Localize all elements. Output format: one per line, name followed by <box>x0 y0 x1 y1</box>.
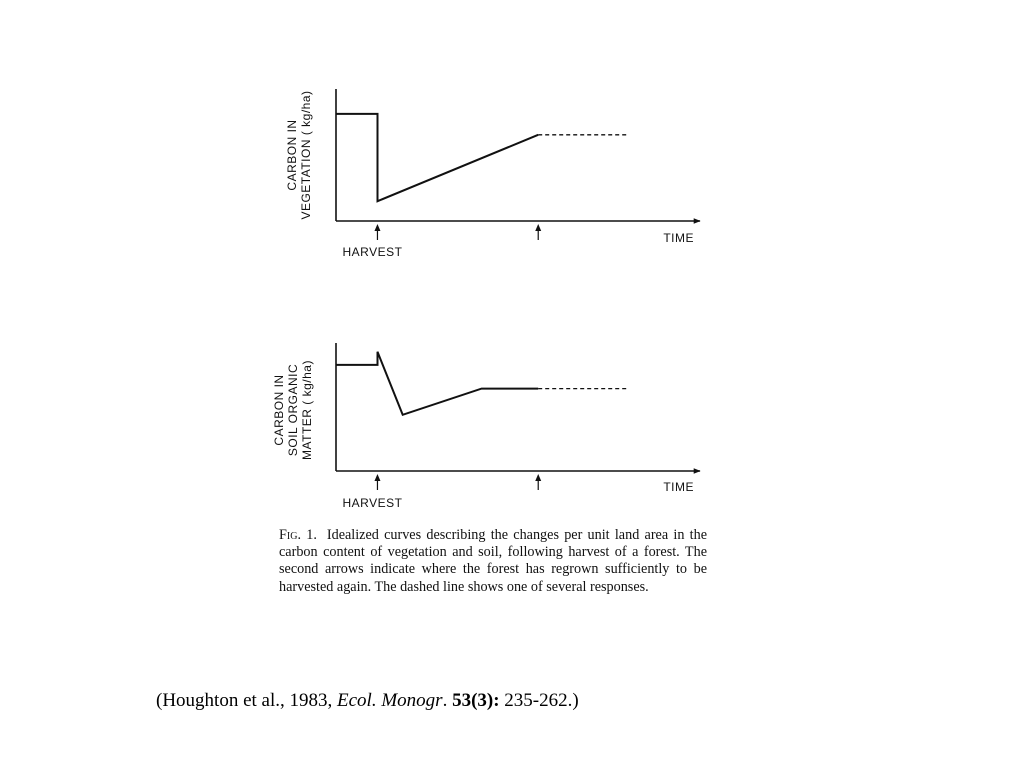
x-axis-label: TIME <box>663 480 694 494</box>
harvest-label: HARVEST <box>342 496 403 510</box>
caption-text: Idealized curves describing the changes per unit land area in the carbon content of vegetation and soil, following harvest of a forest. The second arrows indicate where the forest has regrown sufficiently to be harvested again. The dashed line shows one of several responses. <box>279 527 707 595</box>
y-axis-label-line: VEGETATION ( kg/ha) <box>299 90 313 220</box>
citation-separator: . <box>442 690 453 711</box>
regrowth-arrow-icon <box>535 474 541 490</box>
citation-authors: (Houghton et al., 1983, <box>156 690 338 711</box>
regrowth-arrow-icon <box>535 224 541 240</box>
harvest-label: HARVEST <box>342 245 403 259</box>
y-axis-label-line: CARBON IN <box>272 374 286 446</box>
soil-panel <box>272 343 700 510</box>
figure-caption <box>279 527 707 596</box>
harvest-arrow-icon <box>374 224 380 240</box>
solid-series-line <box>336 114 538 201</box>
citation-volume: 53(3): <box>452 690 500 711</box>
citation <box>156 690 579 712</box>
caption-figure-label: Fig. 1. <box>279 527 317 543</box>
vegetation-panel <box>285 89 700 259</box>
citation-journal: Ecol. Monogr <box>337 690 443 711</box>
harvest-arrow-icon <box>374 474 380 490</box>
y-axis-label-line: SOIL ORGANIC <box>286 363 300 457</box>
solid-series-line <box>336 352 538 415</box>
citation-pages: 235-262.) <box>499 690 579 711</box>
y-axis-label-line: MATTER ( kg/ha) <box>300 360 314 460</box>
x-axis-label: TIME <box>663 231 694 245</box>
y-axis-label-line: CARBON IN <box>285 119 299 191</box>
